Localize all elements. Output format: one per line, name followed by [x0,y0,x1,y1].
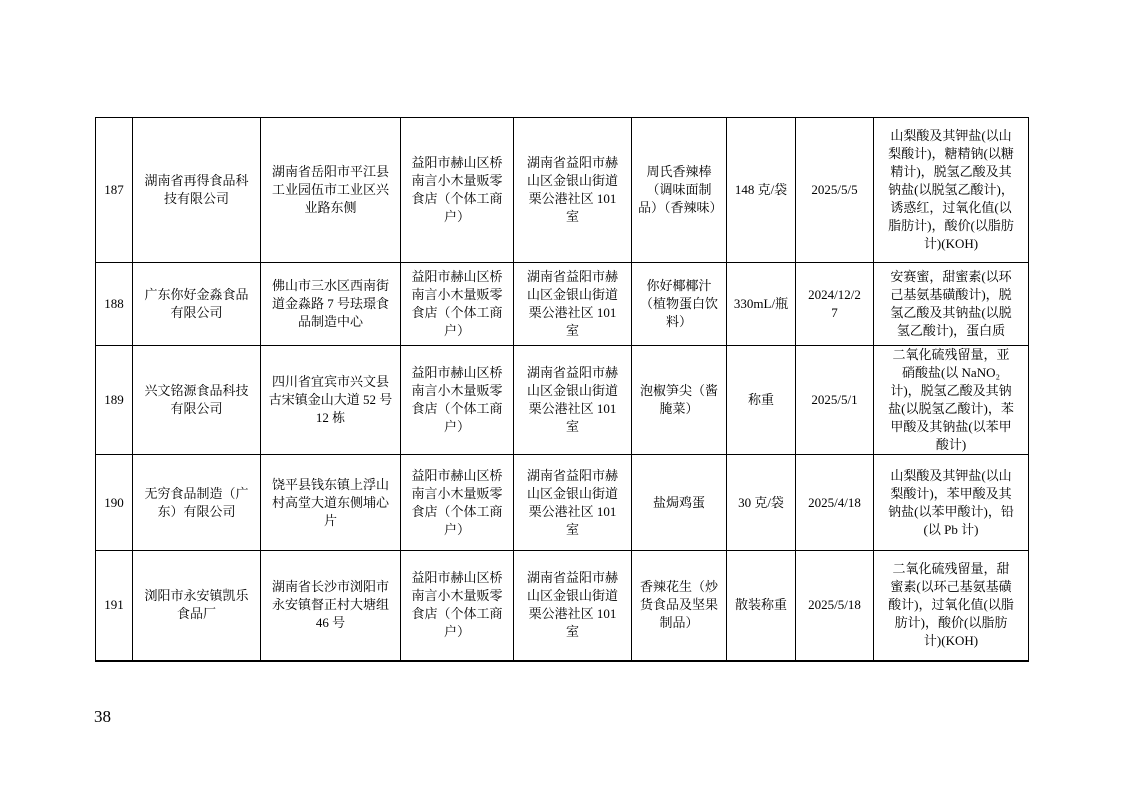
table-cell-test-items: 安赛蜜，甜蜜素(以环己基氨基磺酸计)，脱氢乙酸及其钠盐(以脱氢乙酸计)，蛋白质 [874,263,1029,346]
table-cell-production-date: 2025/5/18 [796,551,874,661]
table-cell-producer-name: 无穷食品制造（广东）有限公司 [133,455,261,551]
table-row [96,455,1029,551]
table-cell-store-name: 益阳市赫山区桥南言小木量贩零食店（个体工商户） [401,551,514,661]
table-row [96,551,1029,661]
table-cell-test-items: 山梨酸及其钾盐(以山梨酸计)，苯甲酸及其钠盐(以苯甲酸计)，铅(以 Pb 计) [874,455,1029,551]
table-cell-store-address: 湖南省益阳市赫山区金银山街道栗公港社区 101 室 [514,346,632,455]
table-cell-store-name: 益阳市赫山区桥南言小木量贩零食店（个体工商户） [401,118,514,263]
table-cell-producer-name: 兴文铭源食品科技有限公司 [133,346,261,455]
table-cell-store-address: 湖南省益阳市赫山区金银山街道栗公港社区 101 室 [514,263,632,346]
table-cell-spec: 148 克/袋 [727,118,796,263]
table-cell-store-name: 益阳市赫山区桥南言小木量贩零食店（个体工商户） [401,346,514,455]
table-row [96,346,1029,455]
table-cell-food-name: 香辣花生（炒货食品及坚果制品） [632,551,727,661]
table-cell-producer-address: 湖南省岳阳市平江县工业园伍市工业区兴业路东侧 [261,118,401,263]
table-cell-test-items: 二氧化硫残留量，甜蜜素(以环己基氨基磺酸计)，过氧化值(以脂肪计)，酸价(以脂肪计)(KOH) [874,551,1029,661]
table-cell-food-name: 周氏香辣棒（调味面制品）（香辣味） [632,118,727,263]
table-cell-producer-name: 浏阳市永安镇凯乐食品厂 [133,551,261,661]
table-cell-producer-name: 湖南省再得食品科技有限公司 [133,118,261,263]
table-cell-test-items: 山梨酸及其钾盐(以山梨酸计)，糖精钠(以糖精计)，脱氢乙酸及其钠盐(以脱氢乙酸计)，诱惑红，过氧化值(以脂肪计)，酸价(以脂肪计)(KOH) [874,118,1029,263]
table-cell-store-name: 益阳市赫山区桥南言小木量贩零食店（个体工商户） [401,455,514,551]
table-cell-seq: 189 [96,346,133,455]
table-cell-food-name: 泡椒笋尖（酱腌菜） [632,346,727,455]
table-cell-seq: 191 [96,551,133,661]
table-row [96,118,1029,263]
table-cell-store-address: 湖南省益阳市赫山区金银山街道栗公港社区 101 室 [514,551,632,661]
table-cell-producer-address: 四川省宜宾市兴文县古宋镇金山大道 52 号 12 栋 [261,346,401,455]
table-cell-store-address: 湖南省益阳市赫山区金银山街道栗公港社区 101 室 [514,455,632,551]
table-cell-food-name: 你好椰椰汁（植物蛋白饮料） [632,263,727,346]
table-cell-test-items: 二氧化硫残留量，亚硝酸盐(以 NaNO₂计)，脱氢乙酸及其钠盐(以脱氢乙酸计)，苯甲酸及其钠盐(以苯甲酸计) [874,346,1029,455]
table-cell-production-date: 2024/12/27 [796,263,874,346]
table-cell-spec: 330mL/瓶 [727,263,796,346]
table-cell-seq: 188 [96,263,133,346]
table-cell-producer-name: 广东你好金淼食品有限公司 [133,263,261,346]
table-cell-producer-address: 湖南省长沙市浏阳市永安镇督正村大塘组 46 号 [261,551,401,661]
table-cell-spec: 散装称重 [727,551,796,661]
table-cell-food-name: 盐焗鸡蛋 [632,455,727,551]
table-cell-spec: 30 克/袋 [727,455,796,551]
sample-table-body [96,118,1029,661]
inspection-results-table [95,117,1029,662]
table-cell-spec: 称重 [727,346,796,455]
table-cell-production-date: 2025/5/5 [796,118,874,263]
table-cell-seq: 190 [96,455,133,551]
table-cell-production-date: 2025/4/18 [796,455,874,551]
table-cell-producer-address: 饶平县钱东镇上浮山村高堂大道东侧埔心片 [261,455,401,551]
table-row [96,263,1029,346]
table-cell-producer-address: 佛山市三水区西南街道金淼路 7 号珐璟食品制造中心 [261,263,401,346]
table-cell-store-name: 益阳市赫山区桥南言小木量贩零食店（个体工商户） [401,263,514,346]
table-cell-production-date: 2025/5/1 [796,346,874,455]
table-cell-store-address: 湖南省益阳市赫山区金银山街道栗公港社区 101 室 [514,118,632,263]
table-cell-seq: 187 [96,118,133,263]
page-number: 38 [94,707,111,726]
